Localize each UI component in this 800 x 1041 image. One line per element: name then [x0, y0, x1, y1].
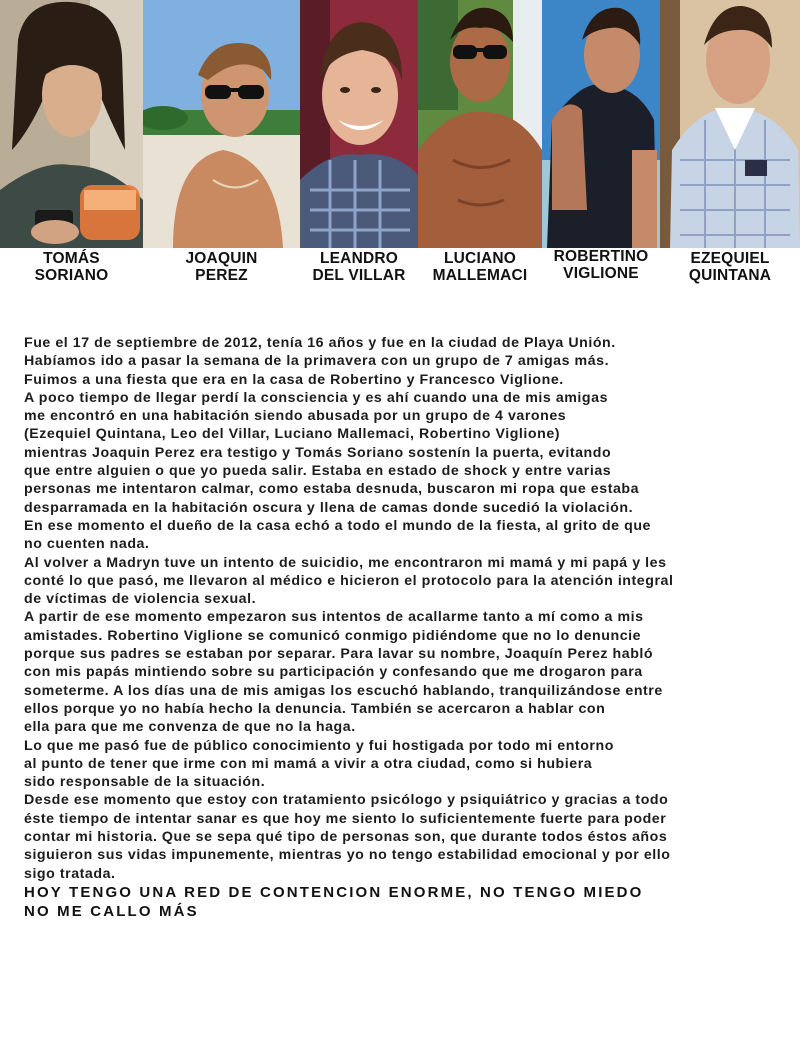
portrait-photo-1 — [0, 0, 143, 248]
text-line: que entre alguien o que yo pueda salir. Estaba en estado de shock y entre varias — [24, 463, 612, 480]
text-line: me encontró en una habitación siendo abusada por un grupo de 4 varones — [24, 408, 567, 425]
first-name: TOMÁS — [43, 250, 100, 267]
person-name-6 — [660, 250, 800, 284]
last-name: DEL VILLAR — [312, 267, 406, 284]
text-line: porque sus padres se estaban por separar. Para lavar su nombre, Joaquín Perez habló — [24, 646, 654, 663]
text-line: contar mi historia. Que se sepa qué tipo de personas son, que durante todos éstos años — [24, 829, 668, 846]
text-line: amistades. Robertino Viglione se comunicó conmigo pidiéndome que no lo denuncie — [24, 627, 642, 644]
text-line: Al volver a Madryn tuve un intento de suicidio, me encontraron mi mamá y mi papá y les — [24, 554, 667, 571]
text-line: sigo tratada. — [24, 865, 116, 882]
portrait-photo-3 — [300, 0, 418, 248]
last-name: QUINTANA — [688, 267, 772, 284]
testimony-text — [24, 334, 784, 922]
text-line: siguieron sus vidas impunemente, mientras yo no tengo estabilidad emocional y por ello — [24, 847, 671, 864]
portrait-photo-6 — [660, 0, 800, 248]
first-name: EZEQUIEL — [690, 250, 770, 267]
closing-statement-line-2: NO ME CALLO MÁS — [24, 903, 199, 921]
text-line: someterme. A los días una de mis amigas los escuchó hablando, tranquilizándose entre — [24, 682, 663, 699]
text-line: no cuenten nada. — [24, 536, 150, 553]
text-line: Habíamos ido a pasar la semana de la primavera con un grupo de 7 amigas más. — [24, 353, 610, 370]
text-line: En ese momento el dueño de la casa echó a todo el mundo de la fiesta, al grito de que — [24, 517, 651, 534]
last-name: VIGLIONE — [563, 265, 639, 282]
text-line: mientras Joaquin Perez era testigo y Tomás Soriano sostenín la puerta, evitando — [24, 444, 612, 461]
last-name: MALLEMACI — [432, 267, 528, 284]
text-line: personas me intentaron calmar, como estaba desnuda, buscaron mi ropa que estaba — [24, 481, 640, 498]
text-line: con mis papás mintiendo sobre su participación y confesando que me drogaron para — [24, 664, 643, 681]
text-line: ella para que me convenza de que no la haga. — [24, 719, 356, 736]
text-line: sido responsable de la situación. — [24, 774, 266, 791]
text-line: de víctimas de violencia sexual. — [24, 591, 257, 608]
first-name: ROBERTINO — [553, 248, 649, 265]
text-line: Fue el 17 de septiembre de 2012, tenía 16 años y fue en la ciudad de Playa Unión. — [24, 335, 616, 351]
text-line: A partir de ese momento empezaron sus intentos de acallarme tanto a mí como a mis — [24, 609, 644, 626]
person-name-1 — [0, 250, 143, 284]
portrait-photo-4 — [418, 0, 542, 248]
text-line: ellos porque yo no había hecho la denuncia. También se acercaron a hablar con — [24, 700, 606, 717]
person-name-5 — [542, 248, 660, 282]
text-line: A poco tiempo de llegar perdí la consciencia y es ahí cuando una de mis amigas — [24, 389, 609, 406]
text-line: conté lo que pasó, me llevaron al médico e hicieron el protocolo para la atención integral — [24, 572, 674, 589]
text-line: éste tiempo de intentar sanar es que hoy me siento lo suficientemente fuerte para poder — [24, 810, 667, 827]
text-line: Desde ese momento que estoy con tratamiento psicólogo y psiquiátrico y gracias a todo — [24, 792, 669, 809]
last-name: PEREZ — [195, 267, 248, 284]
person-name-4 — [418, 250, 542, 284]
person-name-2 — [143, 250, 300, 284]
text-line: Lo que me pasó fue de público conocimiento y fui hostigada por todo mi entorno — [24, 737, 614, 754]
person-name-3 — [300, 250, 418, 284]
text-line: Fuimos a una fiesta que era en la casa de Robertino y Francesco Viglione. — [24, 371, 564, 388]
photo-row — [0, 0, 800, 248]
first-name: LEANDRO — [319, 250, 399, 267]
first-name: JOAQUIN — [185, 250, 258, 267]
portrait-photo-5 — [542, 0, 660, 248]
first-name: LUCIANO — [443, 250, 516, 267]
text-line: desparramada en la habitación oscura y llena de camas donde sucedió la violación. — [24, 499, 634, 516]
text-line: al punto de tener que irme con mi mamá a vivir a otra ciudad, como si hubiera — [24, 755, 593, 772]
portrait-photo-2 — [143, 0, 300, 248]
text-line: (Ezequiel Quintana, Leo del Villar, Luciano Mallemaci, Robertino Viglione) — [24, 426, 561, 443]
closing-statement-line-1: HOY TENGO UNA RED DE CONTENCION ENORME, NO TENGO MIEDO — [24, 883, 644, 901]
names-row — [0, 250, 800, 290]
last-name: SORIANO — [34, 267, 109, 284]
